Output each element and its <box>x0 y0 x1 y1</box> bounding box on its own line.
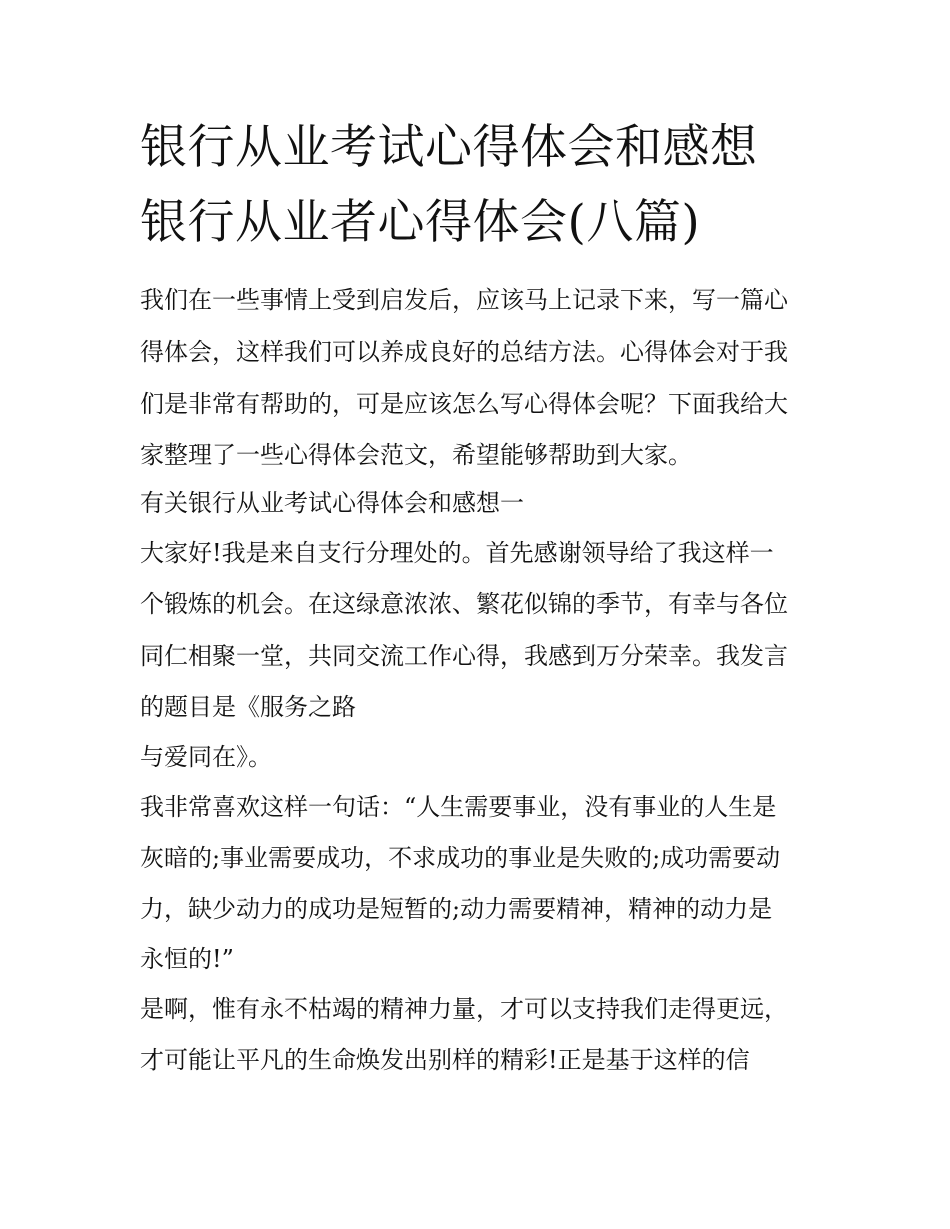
body-line-3: 同仁相聚一堂，共同交流工作心得，我感到万分荣幸。我发言 <box>140 642 788 670</box>
body-line-9: 永恒的!” <box>140 945 234 973</box>
body-line-10: 是啊，惟有永不枯竭的精神力量，才可以支持我们走得更远， <box>140 995 788 1023</box>
body-line-5: 与爱同在》。 <box>140 743 272 771</box>
body-line-11: 才可能让平凡的生命焕发出别样的精彩!正是基于这样的信 <box>140 1046 750 1074</box>
intro-line-2: 得体会，这样我们可以养成良好的总结方法。心得体会对于我 <box>140 338 788 366</box>
intro-line-3: 们是非常有帮助的，可是应该怎么写心得体会呢？下面我给大 <box>140 390 788 418</box>
intro-line-4: 家整理了一些心得体会范文，希望能够帮助到大家。 <box>140 441 692 469</box>
body-line-6: 我非常喜欢这样一句话：“人生需要事业，没有事业的人生是 <box>140 793 777 821</box>
intro-line-1: 我们在一些事情上受到启发后，应该马上记录下来，写一篇心 <box>140 286 788 314</box>
document-title-line-2: 银行从业者心得体会(八篇) <box>140 195 701 250</box>
document-title-line-1: 银行从业考试心得体会和感想 <box>140 120 758 175</box>
body-line-7: 灰暗的;事业需要成功，不求成功的事业是失败的;成功需要动 <box>140 844 781 872</box>
body-line-8: 力，缺少动力的成功是短暂的;动力需要精神，精神的动力是 <box>140 895 773 923</box>
section-heading: 有关银行从业考试心得体会和感想一 <box>140 489 524 517</box>
body-line-4: 的题目是《服务之路 <box>140 693 356 721</box>
body-line-1: 大家好!我是来自支行分理处的。首先感谢领导给了我这样一 <box>140 539 774 567</box>
body-line-2: 个锻炼的机会。在这绿意浓浓、繁花似锦的季节，有幸与各位 <box>140 590 788 618</box>
